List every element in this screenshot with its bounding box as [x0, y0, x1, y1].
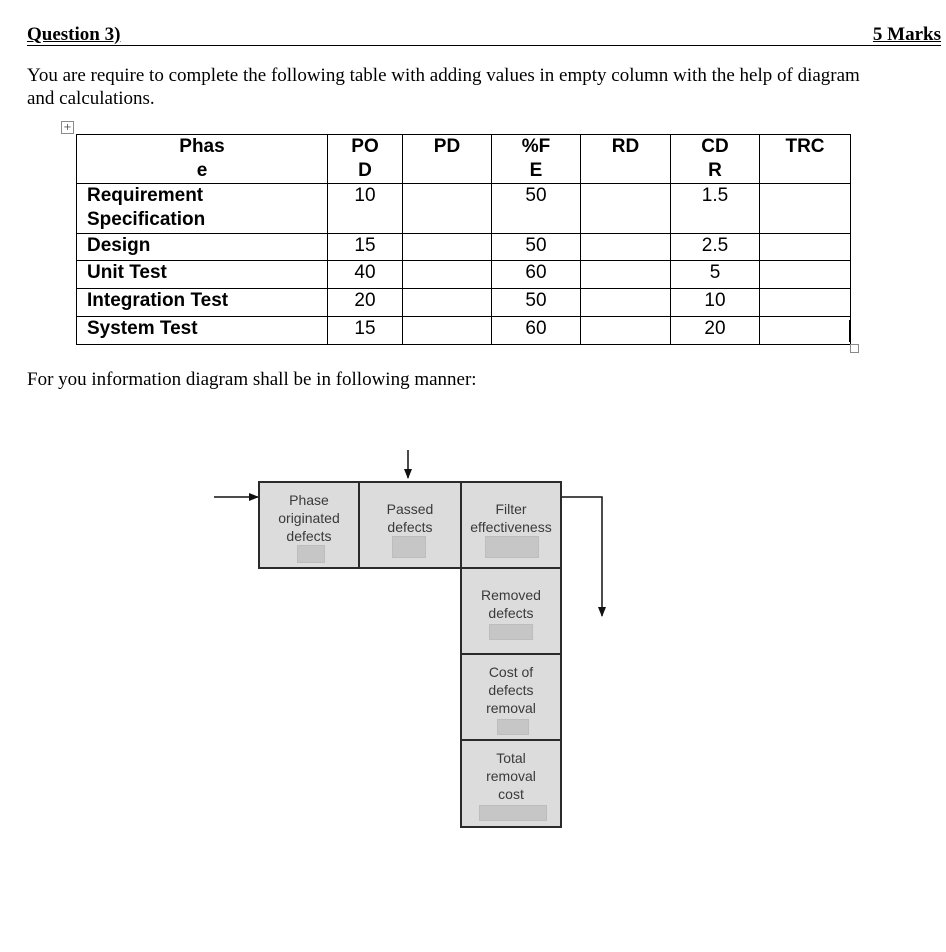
- cell-pd[interactable]: [403, 289, 492, 317]
- cell-pd[interactable]: [403, 317, 492, 345]
- header-phase: Phas e: [77, 135, 328, 184]
- header-cdr: CD R: [671, 135, 760, 184]
- cell-trc[interactable]: [760, 184, 851, 234]
- cell-rd[interactable]: [581, 234, 671, 261]
- value-slot: [485, 536, 539, 558]
- cell-cdr: 20: [671, 317, 760, 345]
- value-slot: [297, 545, 325, 563]
- table-resize-handle[interactable]: [850, 344, 859, 353]
- marks-label: 5 Marks: [872, 24, 941, 45]
- cell-phase: Design: [77, 234, 328, 261]
- cell-pod: 20: [328, 289, 403, 317]
- header-fe: %F E: [492, 135, 581, 184]
- cell-cdr: 10: [671, 289, 760, 317]
- cell-trc[interactable]: [760, 289, 851, 317]
- box-passed-defects: Passed defects: [358, 481, 462, 569]
- cell-fe: 60: [492, 261, 581, 289]
- header-pod: PO D: [328, 135, 403, 184]
- cell-pd[interactable]: [403, 261, 492, 289]
- cell-trc[interactable]: [760, 317, 851, 345]
- cell-rd[interactable]: [581, 184, 671, 234]
- cell-pod: 10: [328, 184, 403, 234]
- value-slot: [392, 536, 426, 558]
- box-total-removal-cost: Total removal cost: [460, 739, 562, 828]
- defect-flow-diagram: [212, 440, 612, 830]
- table-row: [77, 317, 851, 345]
- box-removed-defects: Removed defects: [460, 567, 562, 655]
- cell-pod: 15: [328, 317, 403, 345]
- cell-cdr: 2.5: [671, 234, 760, 261]
- cell-cdr: 5: [671, 261, 760, 289]
- cell-trc[interactable]: [760, 234, 851, 261]
- value-slot: [497, 719, 529, 735]
- cell-pd[interactable]: [403, 184, 492, 234]
- question-header: [27, 25, 941, 46]
- cell-phase: Unit Test: [77, 261, 328, 289]
- cell-trc[interactable]: [760, 261, 851, 289]
- cell-pod: 40: [328, 261, 403, 289]
- value-slot: [489, 624, 533, 640]
- header-rd: RD: [581, 135, 671, 184]
- header-pd: PD: [403, 135, 492, 184]
- cell-pod: 15: [328, 234, 403, 261]
- table-row: [77, 289, 851, 317]
- table-move-handle-icon[interactable]: +: [61, 121, 74, 134]
- cell-fe: 60: [492, 317, 581, 345]
- cell-rd[interactable]: [581, 261, 671, 289]
- cell-phase: System Test: [77, 317, 328, 345]
- header-trc: TRC: [760, 135, 851, 184]
- value-slot: [479, 805, 547, 821]
- table-row: [77, 261, 851, 289]
- output-arrow: [562, 497, 602, 616]
- cell-rd[interactable]: [581, 317, 671, 345]
- table-row: [77, 234, 851, 261]
- cell-pd[interactable]: [403, 234, 492, 261]
- cell-phase: Requirement Specification: [77, 184, 328, 234]
- table-header-row: [77, 135, 851, 184]
- cell-fe: 50: [492, 184, 581, 234]
- question-title: Question 3): [27, 24, 121, 45]
- instruction-text: You are require to complete the following table with adding values in empty column with the help of diagram and calculations.: [27, 65, 860, 109]
- defect-table: [76, 134, 851, 345]
- text-cursor: [849, 320, 850, 342]
- cell-rd[interactable]: [581, 289, 671, 317]
- cell-fe: 50: [492, 289, 581, 317]
- cell-cdr: 1.5: [671, 184, 760, 234]
- table-row: [77, 184, 851, 234]
- box-cost-of-defects-removal: Cost of defects removal: [460, 653, 562, 741]
- cell-fe: 50: [492, 234, 581, 261]
- box-phase-originated-defects: Phase originated defects: [258, 481, 360, 569]
- info-text: For you information diagram shall be in following manner:: [27, 369, 477, 390]
- cell-phase: Integration Test: [77, 289, 328, 317]
- box-filter-effectiveness: Filter effectiveness: [460, 481, 562, 569]
